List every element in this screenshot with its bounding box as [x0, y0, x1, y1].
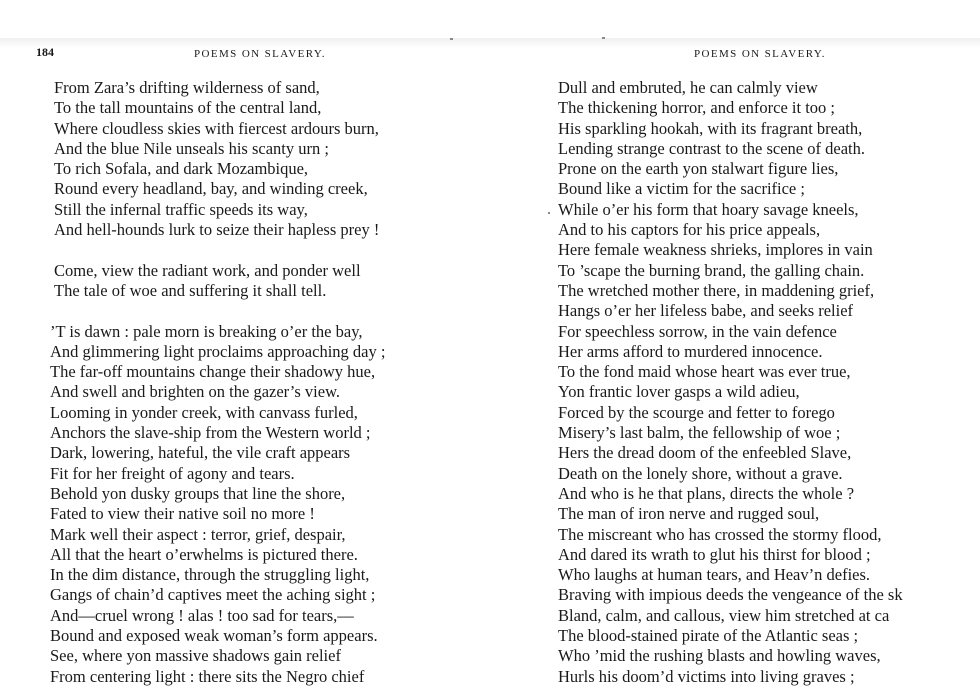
stanza-2: [50, 261, 490, 302]
poem-line: Her arms afford to murdered innocence.: [558, 341, 823, 361]
poem-line: Where cloudless skies with fiercest ardours burn,: [54, 118, 379, 138]
poem-line: To rich Sofala, and dark Mozambique,: [54, 159, 309, 179]
poem-line: Forced by the scourge and fetter to forego: [558, 402, 835, 422]
scan-speck: [602, 37, 605, 39]
poem-line: Anchors the slave-ship from the Western world ;: [50, 423, 371, 443]
left-running-head: POEMS ON SLAVERY.: [194, 48, 326, 60]
poem-line: And—cruel wrong ! alas ! too sad for tears,—: [50, 605, 354, 625]
poem-line: And who is he that plans, directs the whole ?: [558, 483, 855, 503]
poem-line: The tale of woe and suffering it shall tell.: [54, 280, 327, 300]
poem-line: Come, view the radiant work, and ponder well: [54, 260, 361, 280]
stanza-1: [50, 78, 490, 240]
poem-line: Mark well their aspect : terror, grief, despair,: [50, 524, 346, 544]
poem-line: And hell-hounds lurk to seize their hapless prey !: [54, 220, 380, 240]
poem-line: From centering light : there sits the Negro chief: [50, 666, 365, 686]
poem-line: Bound like a victim for the sacrifice ;: [558, 179, 805, 199]
poem-line: Still the infernal traffic speeds its way,: [54, 199, 308, 219]
poem-line: For speechless sorrow, in the vain defence: [558, 321, 837, 341]
poem-line: Fit for her freight of agony and tears.: [50, 463, 295, 483]
poem-line: Lending strange contrast to the scene of death.: [558, 138, 865, 158]
poem-line: Round every headland, bay, and winding creek,: [54, 179, 368, 199]
poem-line: In the dim distance, through the struggling light,: [50, 565, 370, 585]
poem-line: ’T is dawn : pale morn is breaking o’er the bay,: [50, 321, 363, 341]
poem-line: Hangs o’er her lifeless babe, and seeks relief: [558, 301, 854, 321]
poem-line: Dark, lowering, hateful, the vile craft appears: [50, 443, 351, 463]
poem-line: The far-off mountains change their shadowy hue,: [50, 362, 376, 382]
poem-line: Gangs of chain’d captives meet the aching sight ;: [50, 585, 376, 605]
right-running-head: POEMS ON SLAVERY.: [694, 48, 826, 60]
poem-line: Bound and exposed weak woman’s form appears.: [50, 626, 378, 646]
poem-line: Hers the dread doom of the enfeebled Slave,: [558, 443, 852, 463]
scan-gutter-shadow: [0, 38, 980, 48]
right-page-column: [558, 78, 980, 687]
poem-line: See, where yon massive shadows gain relief: [50, 646, 341, 666]
poem-line: Hurls his doom’d victims into living graves ;: [558, 666, 855, 686]
scan-speck: [548, 212, 550, 214]
scan-speck: [450, 38, 453, 40]
poem-line: Death on the lonely shore, without a grave.: [558, 463, 843, 483]
poem-line: The wretched mother there, in maddening grief,: [558, 280, 875, 300]
poem-line: Fated to view their native soil no more !: [50, 504, 315, 524]
poem-line: Who laughs at human tears, and Heav’n defies.: [558, 565, 871, 585]
poem-line: Bland, calm, and callous, view him stretched at ca: [558, 605, 890, 625]
page-number: 184: [36, 45, 54, 59]
poem-line: And the blue Nile unseals his scanty urn ;: [54, 138, 329, 158]
poem-line: And swell and brighten on the gazer’s view.: [50, 382, 341, 402]
poem-line: The thickening horror, and enforce it too ;: [558, 98, 835, 118]
poem-line: And to his captors for his price appeals,: [558, 220, 821, 240]
left-page-column: [50, 78, 490, 687]
poem-line: To the fond maid whose heart was ever true,: [558, 362, 851, 382]
poem-line: And dared its wrath to glut his thirst for blood ;: [558, 544, 871, 564]
poem-line: Yon frantic lover gasps a wild adieu,: [558, 382, 800, 402]
scan-top-margin: [0, 0, 980, 39]
poem-line: To the tall mountains of the central land,: [54, 98, 322, 118]
stanza-3: [50, 322, 490, 687]
poem-line: Behold yon dusky groups that line the shore,: [50, 483, 346, 503]
poem-line: The man of iron nerve and rugged soul,: [558, 504, 820, 524]
poem-line: Braving with impious deeds the vengeance of the sk: [558, 585, 903, 605]
poem-line: From Zara’s drifting wilderness of sand,: [54, 78, 320, 97]
poem-line: The miscreant who has crossed the stormy flood,: [558, 524, 882, 544]
poem-line: While o’er his form that hoary savage kneels,: [558, 199, 859, 219]
poem-line: The blood-stained pirate of the Atlantic seas ;: [558, 626, 859, 646]
poem-line: Who ’mid the rushing blasts and howling waves,: [558, 646, 881, 666]
poem-line: Prone on the earth yon stalwart figure lies,: [558, 159, 839, 179]
poem-line: Looming in yonder creek, with canvass furled,: [50, 402, 358, 422]
poem-line: All that the heart o’erwhelms is pictured there.: [50, 544, 358, 564]
poem-line: Here female weakness shrieks, implores in vain: [558, 240, 873, 260]
stanza-break: [50, 240, 490, 260]
stanza-break: [50, 301, 490, 321]
poem-line: Dull and embruted, he can calmly view: [558, 78, 818, 97]
poem-line: His sparkling hookah, with its fragrant breath,: [558, 118, 863, 138]
poem-line: To ’scape the burning brand, the galling chain.: [558, 260, 865, 280]
poem-line: And glimmering light proclaims approaching day ;: [50, 341, 386, 361]
poem-line: Misery’s last balm, the fellowship of woe ;: [558, 423, 841, 443]
